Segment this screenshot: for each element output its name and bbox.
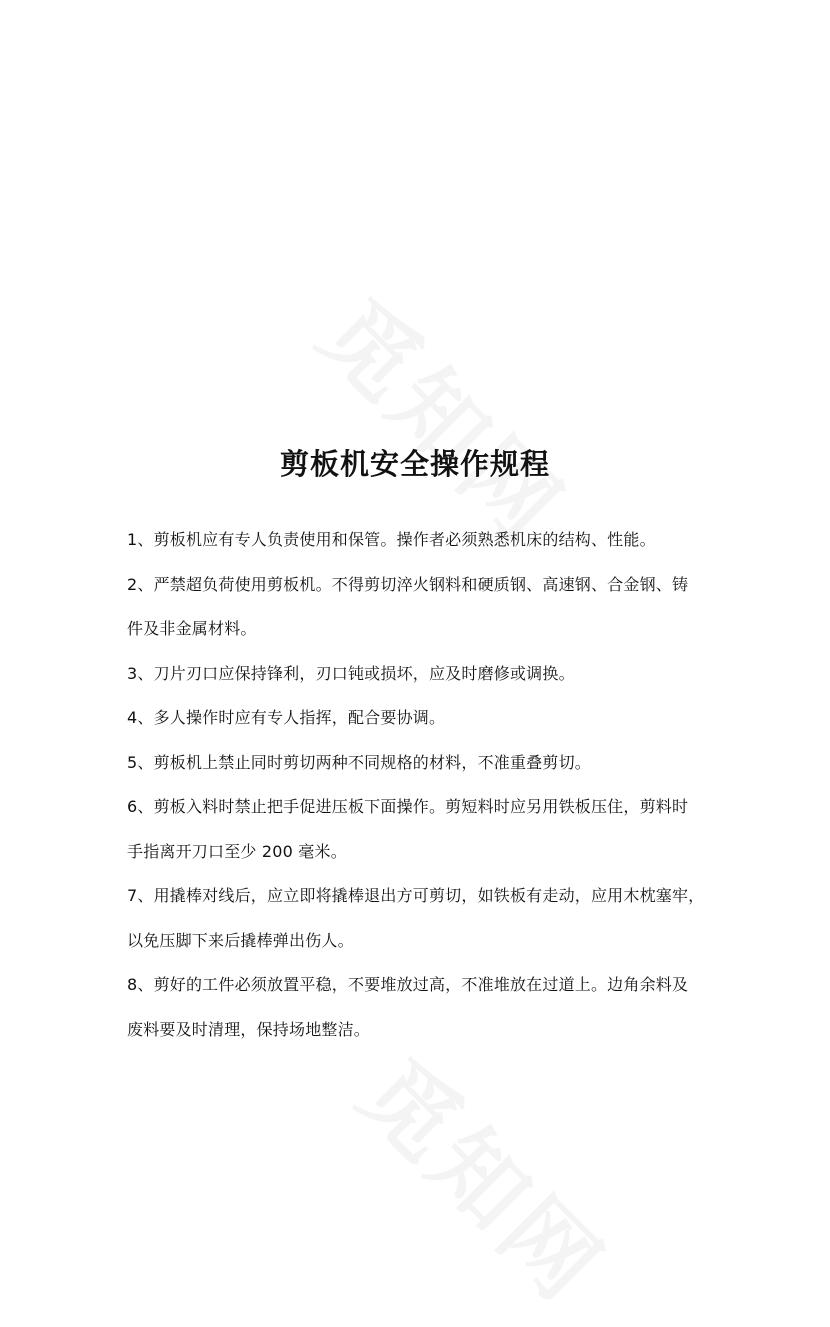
page-title: 剪板机安全操作规程: [279, 447, 550, 481]
watermark: [336, 1025, 637, 1326]
text-line: 2、严禁超负荷使用剪板机。不得剪切淬火钢料和硬质钢、高速钢、合金钢、铸: [127, 574, 689, 594]
text-line: 4、多人操作时应有专人指挥，配合要协调。: [127, 708, 446, 727]
text-line: 6、剪板入料时禁止把手促进压板下面操作。剪短料时应另用铁板压住，剪料时: [127, 797, 689, 816]
text-line: 3、刀片刃口应保持锋利，刃口钝或损坏，应及时磨修或调换。: [127, 663, 575, 683]
document-body: [127, 522, 717, 1056]
text-line: 5、剪板机上禁止同时剪切两种不同规格的材料，不准重叠剪切。: [127, 752, 591, 772]
text-line: 8、剪好的工件必须放置平稳，不要堆放过高，不准堆放在过道上。边角余料及: [127, 975, 689, 994]
text-line: 废料要及时清理，保持场地整洁。: [127, 1019, 371, 1039]
text-line: 手指离开刀口至少 200 毫米。: [127, 841, 347, 861]
text-line: 1、剪板机应有专人负责使用和保管。操作者必须熟悉机床的结构、性能。: [127, 530, 656, 549]
text-line: 以免压脚下来后撬棒弹出伤人。: [127, 930, 354, 950]
text-line: 7、用撬棒对线后，应立即将撬棒退出方可剪切，如铁板有走动，应用木枕塞牢，: [127, 886, 705, 905]
text-line: 件及非金属材料。: [127, 619, 257, 638]
